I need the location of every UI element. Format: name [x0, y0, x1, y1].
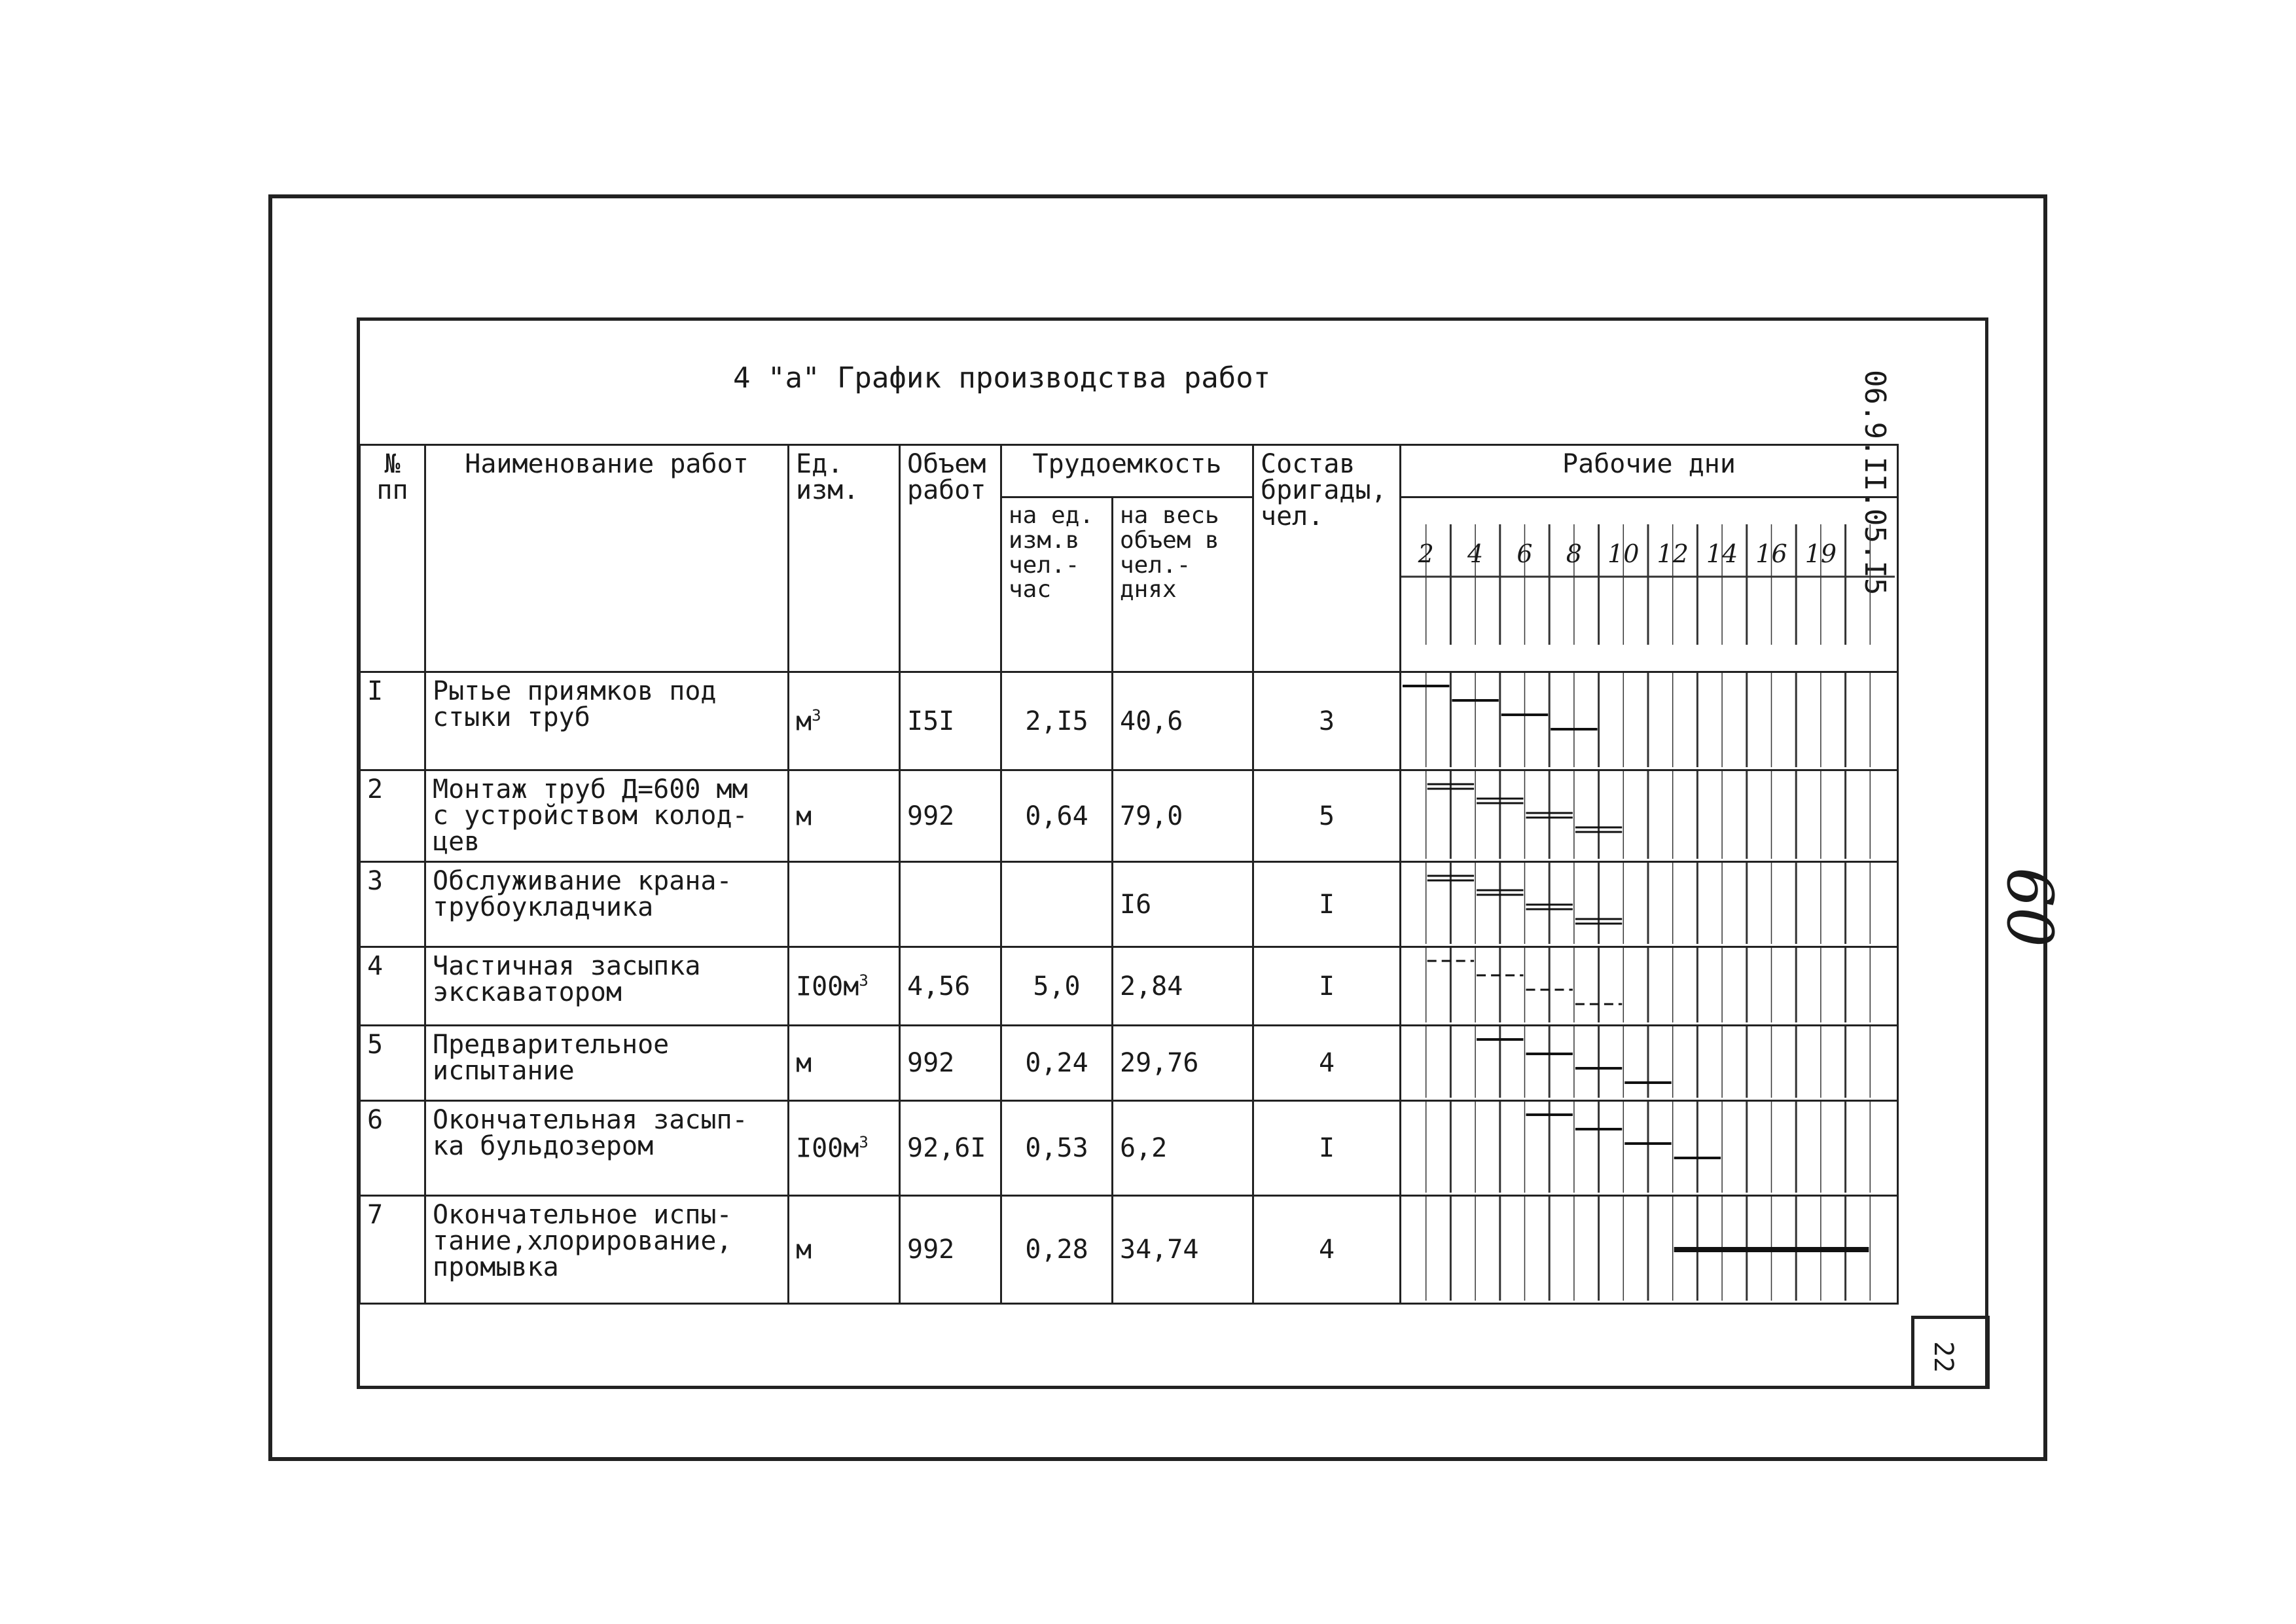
row-unit	[789, 770, 900, 862]
row-per-unit: 0,24	[1001, 1026, 1113, 1101]
row-total: 40,6	[1113, 672, 1253, 770]
gantt-row	[1401, 863, 1895, 944]
row-total: 79,0	[1113, 770, 1253, 862]
row-unit	[789, 1196, 900, 1304]
day-label: 4	[1467, 539, 1484, 568]
table-row	[360, 770, 1898, 862]
row-per-unit: 0,28	[1001, 1196, 1113, 1304]
row-crew: 3	[1253, 672, 1401, 770]
table-row	[360, 672, 1898, 770]
document-code: 06.9.II.05.I5	[1858, 370, 1892, 596]
header-days: Рабочие дни	[1401, 445, 1898, 497]
row-per-unit	[1001, 862, 1113, 947]
schedule-table	[359, 444, 1899, 1305]
row-num: 6	[360, 1101, 425, 1196]
row-volume: 992	[900, 1026, 1001, 1101]
gantt-row	[1401, 1197, 1895, 1301]
table-row	[360, 862, 1898, 947]
gantt-row	[1401, 771, 1895, 859]
header-name: Наименование работ	[425, 445, 789, 672]
row-volume: 992	[900, 1196, 1001, 1304]
row-num: 2	[360, 770, 425, 862]
row-volume: 4,56	[900, 947, 1001, 1026]
row-crew: I	[1253, 1101, 1401, 1196]
header-volume: Объем работ	[900, 445, 1001, 672]
row-unit-text: м	[796, 801, 812, 832]
day-label: 8	[1566, 539, 1582, 568]
row-name: Обслуживание крана- трубоукладчика	[425, 862, 789, 947]
row-unit-text: I00м	[796, 1133, 859, 1164]
row-volume: 92,6I	[900, 1101, 1001, 1196]
row-volume: I5I	[900, 672, 1001, 770]
row-total: 34,74	[1113, 1196, 1253, 1304]
row-unit-text: м	[796, 1235, 812, 1265]
day-label: 6	[1516, 539, 1533, 568]
row-total: 6,2	[1113, 1101, 1253, 1196]
row-gantt	[1401, 947, 1898, 1026]
row-name: Рытье приямков под стыки труб	[425, 672, 789, 770]
day-scale-svg	[1401, 524, 1895, 645]
table-row	[360, 947, 1898, 1026]
page-number: 22	[1928, 1341, 1959, 1373]
day-label: 19	[1804, 539, 1837, 568]
gantt-row	[1401, 1102, 1895, 1193]
row-gantt	[1401, 1101, 1898, 1196]
day-label: 10	[1607, 539, 1640, 568]
header-labor-per-unit: на ед. изм.в чел.- час	[1001, 497, 1113, 672]
row-unit	[789, 862, 900, 947]
table-row	[360, 1101, 1898, 1196]
table-row	[360, 1196, 1898, 1304]
row-gantt	[1401, 672, 1898, 770]
row-crew: 4	[1253, 1026, 1401, 1101]
header-crew: Состав бригады, чел.	[1253, 445, 1401, 672]
day-label: 2	[1418, 539, 1434, 568]
row-name: Монтаж труб Д=600 мм с устройством колод- цев	[425, 770, 789, 862]
page-title: 4 "а" График производства работ	[733, 361, 1271, 395]
row-total: I6	[1113, 862, 1253, 947]
row-num: 5	[360, 1026, 425, 1101]
gantt-row	[1401, 673, 1895, 767]
row-unit	[789, 672, 900, 770]
day-label: 12	[1657, 539, 1689, 568]
row-volume: 992	[900, 770, 1001, 862]
header-labor-total: на весь объем в чел.- днях	[1113, 497, 1253, 672]
row-num: I	[360, 672, 425, 770]
row-name: Окончательная засып- ка бульдозером	[425, 1101, 789, 1196]
row-volume	[900, 862, 1001, 947]
handwritten-number: 60	[1993, 867, 2067, 948]
row-crew: 4	[1253, 1196, 1401, 1304]
row-unit	[789, 947, 900, 1026]
row-unit-text: м	[796, 706, 812, 737]
row-gantt	[1401, 862, 1898, 947]
row-per-unit: 2,I5	[1001, 672, 1113, 770]
row-crew: 5	[1253, 770, 1401, 862]
table-row	[360, 1026, 1898, 1101]
row-per-unit: 5,0	[1001, 947, 1113, 1026]
row-per-unit: 0,53	[1001, 1101, 1113, 1196]
row-name: Частичная засыпка экскаватором	[425, 947, 789, 1026]
day-label: 14	[1706, 539, 1738, 568]
row-unit	[789, 1101, 900, 1196]
row-name: Окончательное испы- тание,хлорирование, промывка	[425, 1196, 789, 1304]
row-unit-superscript: 3	[812, 706, 821, 725]
row-crew: I	[1253, 862, 1401, 947]
row-crew: I	[1253, 947, 1401, 1026]
header-labor: Трудоемкость	[1001, 445, 1253, 497]
header-num: № пп	[360, 445, 425, 672]
gantt-row	[1401, 948, 1895, 1022]
day-label: 16	[1755, 539, 1787, 568]
row-unit-superscript: 3	[859, 1133, 869, 1152]
row-total: 2,84	[1113, 947, 1253, 1026]
header-unit: Ед. изм.	[789, 445, 900, 672]
row-num: 4	[360, 947, 425, 1026]
row-gantt	[1401, 770, 1898, 862]
row-name: Предварительное испытание	[425, 1026, 789, 1101]
row-unit-text: I00м	[796, 971, 859, 1002]
row-unit	[789, 1026, 900, 1101]
gantt-row	[1401, 1026, 1895, 1098]
row-num: 3	[360, 862, 425, 947]
row-unit-text: м	[796, 1048, 812, 1079]
row-total: 29,76	[1113, 1026, 1253, 1101]
row-per-unit: 0,64	[1001, 770, 1113, 862]
row-num: 7	[360, 1196, 425, 1304]
row-gantt	[1401, 1026, 1898, 1101]
row-unit-superscript: 3	[859, 971, 869, 990]
day-scale	[1401, 497, 1898, 672]
row-gantt	[1401, 1196, 1898, 1304]
